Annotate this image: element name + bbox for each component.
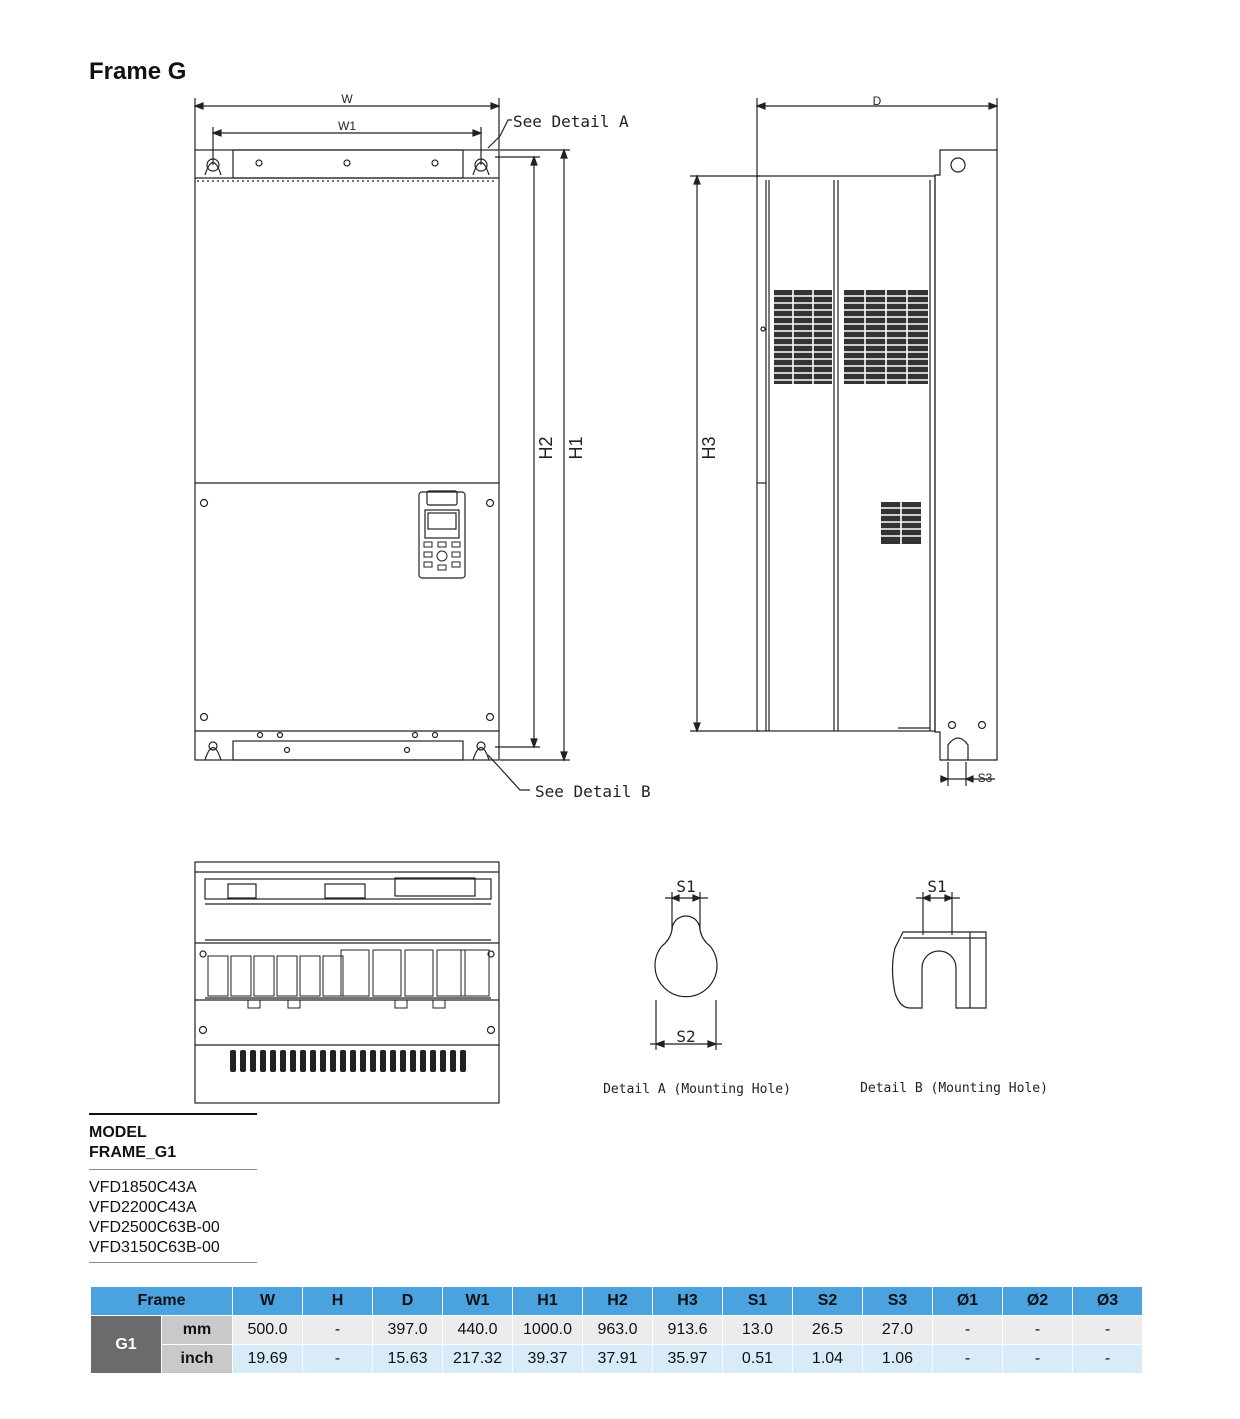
value-cell: 27.0: [863, 1316, 933, 1345]
model-header: [89, 1115, 257, 1170]
caption-detail-b: Detail B (Mounting Hole): [860, 1081, 1048, 1096]
model-list: [89, 1170, 257, 1263]
value-cell: -: [933, 1316, 1003, 1345]
value-cell: 440.0: [443, 1316, 513, 1345]
value-cell: -: [1073, 1345, 1143, 1374]
model-block: [89, 1113, 257, 1263]
front-view: [195, 98, 570, 790]
model-item: VFD1850C43A: [89, 1179, 197, 1196]
label-h3: H3: [699, 436, 719, 460]
value-cell: 963.0: [583, 1316, 653, 1345]
value-cell: -: [1003, 1316, 1073, 1345]
label-w1: W1: [338, 119, 356, 133]
label-s3: S3: [977, 771, 993, 785]
detail-b: [893, 892, 987, 1008]
label-d: D: [872, 94, 882, 108]
value-cell: 913.6: [653, 1316, 723, 1345]
col-header: S2: [793, 1287, 863, 1316]
value-cell: 35.97: [653, 1345, 723, 1374]
col-header: H3: [653, 1287, 723, 1316]
label-s1-detail-b: S1: [927, 877, 947, 896]
value-cell: 1.04: [793, 1345, 863, 1374]
value-cell: 13.0: [723, 1316, 793, 1345]
model-item: VFD2200C43A: [89, 1199, 197, 1216]
unit-cell: mm: [162, 1316, 233, 1345]
col-header: Ø2: [1003, 1287, 1073, 1316]
label-s1-detail-a: S1: [676, 877, 696, 896]
bottom-vent-slots: [230, 1050, 466, 1072]
frame-cell: G1: [91, 1316, 162, 1374]
value-cell: 37.91: [583, 1345, 653, 1374]
value-cell: 1000.0: [513, 1316, 583, 1345]
value-cell: -: [1003, 1345, 1073, 1374]
col-header: Frame: [91, 1287, 233, 1316]
value-cell: 217.32: [443, 1345, 513, 1374]
page-title: Frame G: [89, 58, 187, 85]
value-cell: 1.06: [863, 1345, 933, 1374]
model-header-line2: FRAME_G1: [89, 1144, 177, 1161]
col-header: D: [373, 1287, 443, 1316]
value-cell: -: [303, 1316, 373, 1345]
value-cell: -: [303, 1345, 373, 1374]
value-cell: 39.37: [513, 1345, 583, 1374]
value-cell: 26.5: [793, 1316, 863, 1345]
col-header: H: [303, 1287, 373, 1316]
col-header: S1: [723, 1287, 793, 1316]
value-cell: 500.0: [233, 1316, 303, 1345]
table-row-mm: [91, 1316, 1143, 1345]
col-header: W: [233, 1287, 303, 1316]
col-header: H2: [583, 1287, 653, 1316]
value-cell: 19.69: [233, 1345, 303, 1374]
col-header: Ø1: [933, 1287, 1003, 1316]
dimension-table: [90, 1286, 1143, 1374]
col-header: S3: [863, 1287, 933, 1316]
model-header-line1: MODEL: [89, 1124, 147, 1141]
label-w: W: [341, 92, 353, 106]
label-see-detail-a: See Detail A: [513, 112, 629, 131]
value-cell: -: [933, 1345, 1003, 1374]
side-view: [690, 98, 997, 786]
col-header: Ø3: [1073, 1287, 1143, 1316]
model-item: VFD3150C63B-00: [89, 1239, 220, 1256]
col-header: W1: [443, 1287, 513, 1316]
unit-cell: inch: [162, 1345, 233, 1374]
caption-detail-a: Detail A (Mounting Hole): [603, 1082, 791, 1097]
label-s2: S2: [676, 1027, 696, 1046]
label-see-detail-b: See Detail B: [535, 782, 651, 801]
value-cell: 397.0: [373, 1316, 443, 1345]
col-header: H1: [513, 1287, 583, 1316]
value-cell: 0.51: [723, 1345, 793, 1374]
table-row-inch: [91, 1345, 1143, 1374]
value-cell: -: [1073, 1316, 1143, 1345]
table-header-row: [91, 1287, 1143, 1316]
vent-grilles: [774, 290, 928, 544]
label-h1: H1: [566, 436, 586, 460]
label-h2: H2: [536, 436, 556, 460]
value-cell: 15.63: [373, 1345, 443, 1374]
model-item: VFD2500C63B-00: [89, 1219, 220, 1236]
